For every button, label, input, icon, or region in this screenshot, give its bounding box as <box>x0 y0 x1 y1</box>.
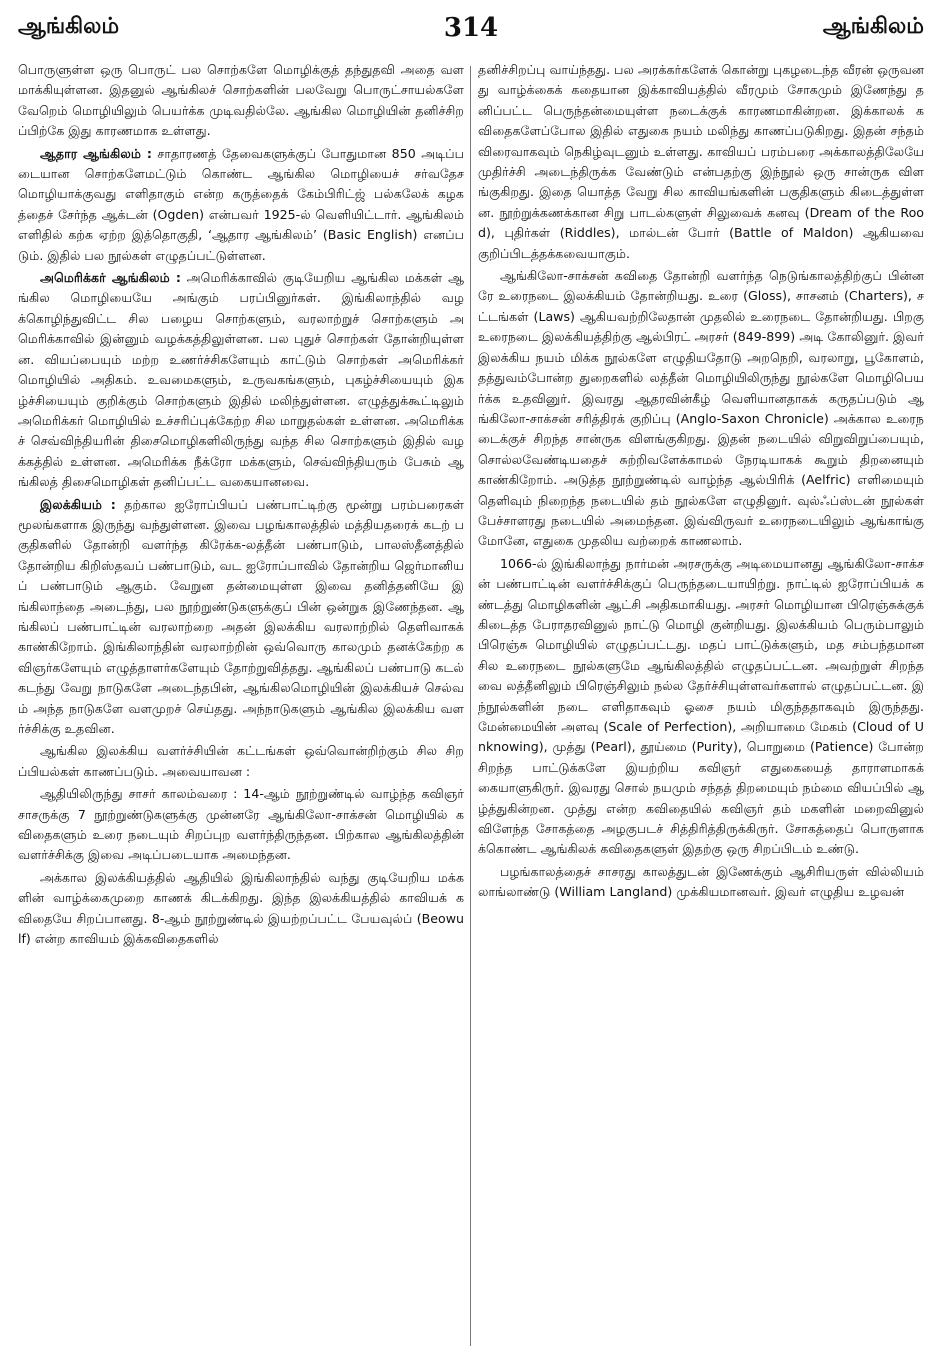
paragraph: பழங்காலத்தைச் சாசரது காலத்துடன் இணேக்கும் ஆசிரியருள் வில்லியம் லாங்லாண்டு (William Langland) முக்கியமானவர். இவர் எழுதிய உழவன் <box>478 863 924 900</box>
paragraph: ஆங்கில இலக்கிய வளர்ச்சியின் கட்டங்கள் ஒவ்வொன்றிற்கும் சில சிறப்பியல்கள் காணப்படும். அவையாவன : <box>18 743 464 779</box>
section-heading: ஆதார ஆங்கிலம் : <box>40 145 152 161</box>
paragraph: 1066-ல் இங்கிலாந்து நார்மன் அரசருக்கு அடிமையானது ஆங்கிலோ-சாக்சன் பண்பாட்டின் வளர்ச்சிக்குப் பெருந்தடையாயிற்று. நாட்டில் ஐரோப்பியக் கண்டத்து மொழிகளின் ஆட்சி அதிகமாகியது. அரசர் மொழியான பிரெஞ்சுக்குக் கிடைத்த பேராதரவினுல் நாட்டு மொழி குன்றியது. இலக்கியம் பெரும்பாலும் பிரெஞ்சு மொழியில் எழுதப்பட்டது. மதப் பாட்டுக்களும், மத சம்பந்தமான சில உரைநடை நூல்களுமே ஆங்கிலத்தில் எழுதப்பட்டன. அவற்றுள் சிறந்தவை லத்தீனிலும் பிரெஞ்சிலும் நல்ல தேர்ச்சியுள்ளவர்களால் எழுதப்பட்டன. இந்நூல்களின் நடை எளிதாகவும் ஓசை நயம் மிகுந்ததாகவும் இருந்தது. மேன்மையின் அளவு (Scale of Perfection), அறியாமை மேகம் (Cloud of Unknowing), முத்து (Pearl), தூய்மை (Purity), பொறுமை (Patience) போன்ற சிறந்த பாட்டுக்களே இயற்றிய கவிஞர் எதுகையைத் தாராளமாகக் கையாளுகிருர். இவரது சொல் நயமும் சந்தத் திறமையும் நம்மை வியப்பில் ஆழ்த்துகின்றன. முத்து என்ற கவிதையில் கவிஞர் தம் மகளின் மறைவினுல் விளேந்த சோகத்தை அழகுபடச் சித்திரித்திருக்கிருர். சோகத்தைப் பொருளாகக்கொண்ட ஆங்கிலக் கவிதைகளுள் இதற்கு ஒரு சிறப்பிடம் உண்டு. <box>478 555 924 857</box>
page-number: 314 <box>443 13 499 43</box>
right-column <box>478 60 924 1350</box>
paragraph: அமெரிக்கர் ஆங்கிலம் : அமெரிக்காவில் குடியேறிய ஆங்கில மக்கள் ஆங்கில மொழியையே அங்கும் பரப்பினுர்கள். இங்கிலாந்தில் வழக்கொழிந்துவிட்ட சில பழைய சொற்களும், வரலாற்றுச் சொற்களும் அமெரிக்காவில் இன்னும் வழக்கத்திலுள்ளன. பல புதுச் சொற்கள் தோன்றியுள்ளன. வியப்பையும் மற்ற உணர்ச்சிகளேயும் காட்டும் சொற்கள் அமெரிக்கர் மொழியில் அதிகம். உவமைகளும், உருவகங்களும், புகழ்ச்சியையும் இகழ்ச்சியையும் குறிக்கும் சொற்களும் இதில் மலிந்துள்ளன. எழுத்துக்கூட்டிலும் அமெரிக்கர் மொழியில் உச்சரிப்புக்கேற்ற சில மாறுதல்கள் உள்ளன. அமெரிக்கச் செவ்விந்தியரின் திசைமொழிகளிலிருந்து வந்த சில சொற்களும் இதில் வழக்கத்தில் உள்ளன. அமெரிக்க நீக்ரோ மக்களும், செவ்விந்தியரும் பேசும் ஆங்கிலத் திசைமொழிகள் தனிப்பட்ட வகையானவை. <box>18 270 464 490</box>
running-head-left: ஆங்கிலம் <box>18 14 120 39</box>
paragraph: அக்கால இலக்கியத்தில் ஆதியில் இங்கிலாந்தில் வந்து குடியேறிய மக்களின் வாழ்க்கைமுறை காணக் கிடக்கிறது. இந்த இலக்கியத்தில் காவியக் கவிதையே சிறப்பானது. 8-ஆம் நூற்றுண்டில் இயற்றப்பட்ட பேயவுல்ப் (Beowulf) என்ற காவியம் இக்கவிதைகளில் <box>18 869 464 947</box>
left-column <box>18 60 464 1350</box>
section-heading: இலக்கியம் : <box>40 496 116 512</box>
paragraph: ஆங்கிலோ-சாக்சன் கவிதை தோன்றி வளர்ந்த நெடுங்காலத்திற்குப் பின்னரே உரைநடை இலக்கியம் தோன்றியது. உரை (Gloss), சாசனம் (Charters), சட்டங்கள் (Laws) ஆகியவற்றிலேதான் முதலில் உரைநடை தோன்றியது. பிறகு உரைநடை இலக்கியத்திற்கு ஆல்பிரட் அரசர் (849-899) அடி கோலினுர். இவர் இலக்கிய நயம் மிக்க நூல்களே எழுதியதோடு அறநெறி, வரலாறு, பூகோளம், தத்துவம்போன்ற துறைகளில் லத்தீன் மொழியிலிருந்து நூல்களே மொழிபெயர்க்க உதவினுர். இவரது ஆதரவின்கீழ் வெளியானதாகக் கருதப்படும் ஆங்கிலோ-சாக்சன் சரித்திரக் குறிப்பு (Anglo-Saxon Chronicle) அக்கால உரைநடைக்குச் சிறந்த சான்ருக விளங்குகிறது. இதன் நடையில் விறுவிறுப்பையும், சொல்லவேண்டியதைச் சுற்றிவளேக்காமல் நேரடியாகக் கூறும் திறனையும் காண்கிறோம். அடுத்த நூற்றுண்டில் வாழ்ந்த ஆல்பிரிக் (Aelfric) எளிமையும் தெளிவும் நிறைந்த நடையில் தம் நூல்களே எழுதினுர். வுல்ஃப்ஸ்டன் நூல்கள் பேச்சாளரது நடையில் அமைந்தன. இவ்விருவர் உரைநடையிலும் ஆங்காங்கு மோனே, எதுகை முதலிய வற்றைக் காணலாம். <box>478 268 924 549</box>
page-header <box>18 6 924 50</box>
two-column-body <box>18 60 924 1350</box>
section-heading: அமெரிக்கர் ஆங்கிலம் : <box>40 270 181 286</box>
running-head-right: ஆங்கிலம் <box>822 14 924 39</box>
paragraph: ஆதியிலிருந்து சாசர் காலம்வரை : 14-ஆம் நூற்றுண்டில் வாழ்ந்த கவிஞர் சாசருக்கு 7 நூற்றுண்டுகளுக்கு முன்னரே ஆங்கிலோ-சாக்சன் மொழியில் கவிதைகளும் உரை நடையும் சிறப்புற வளர்ந்திருந்தன. பிற்கால ஆங்கிலத்தின் வளர்ச்சிக்கு இவை அடிப்படையாக அமைந்தன. <box>18 786 464 863</box>
paragraph: ஆதார ஆங்கிலம் : சாதாரணத் தேவைகளுக்குப் போதுமான 850 அடிப்படையான சொற்களேமட்டும் கொண்ட ஆங்கில மொழியைச் சர்வதேச மொழியாக்குவது எளிதாகும் என்ற கருத்தைக் கேம்பிரிட்ஜ் பல்கலேக் கழகத்தைச் சேர்ந்த ஆக்டன் (Ogden) என்பவர் 1925-ல் வெளியிட்டார். ஆங்கிலம் எளிதில் கற்க ஏற்ற இத்தொகுதி, ‘ஆதார ஆங்கிலம்’ (Basic English) எனப்படும். இதில் பல நூல்கள் எழுதப்பட்டுள்ளன. <box>18 145 464 263</box>
paragraph: தனிச்சிறப்பு வாய்ந்தது. பல அரக்கர்களேக் கொன்று புகழடைந்த வீரன் ஒருவனது வாழ்க்கைக் கதையான இக்காவியத்தில் வீரமும் சோகமும் இணேந்து தனிப்பட்ட பெருந்தன்மையுள்ள நடைக்குக் காரணமாகின்றன. இக்காலக் கவிதைகளேப்போல இதில் எதுகை நயம் மலிந்து காணப்படுகிறது. இதன் சந்தம் விரைவாகவும் நெகிழ்வுடனும் உள்ளது. காவியப் பரம்பரை அக்காலத்திலேயே முதிர்ச்சி அடைந்திருக்க வேண்டும் என்பதற்கு இந்நூல் ஒரு சான்ருக விளங்குகிறது. இதை யொத்த வேறு சில காவியங்களின் பகுதிகளும் கிடைத்துள்ளன. நூற்றுக்கணக்கான சிறு பாடல்களுள் சிலுவைக் கனவு (Dream of the Rood), புதிர்கள் (Riddles), மால்டன் போர் (Battle of Maldon) ஆகியவை குறிப்பிடத்தக்கவையாகும். <box>478 62 924 261</box>
paragraph: இலக்கியம் : தற்கால ஐரோப்பியப் பண்பாட்டிற்கு மூன்று பரம்பரைகள் மூலங்களாக இருந்து வந்துள்ளன. இவை பழங்காலத்தில் மத்தியதரைக் கடற் பகுதிகளில் தோன்றி வளர்ந்த கிரேக்க-லத்தீன் பண்பாடும், பாலஸ்தீனத்தில் தோன்றிய கிறிஸ்தவப் பண்பாடும், வட ஐரோப்பாவில் தோன்றிய ஜெர்மானியப் பண்பாடும் ஆகும். வேறுன தன்மையுள்ள இவை தனித்தனியே இங்கிலாந்தை அடைந்து, பல நூற்றுண்டுகளுக்குப் பின் ஒன்றுக இணேந்தன. ஆங்கிலப் பண்பாட்டின் வரலாற்றை அதன் இலக்கிய வரலாற்றில் தெளிவாகக் காண்கிறோம். இங்கிலாந்தின் வரலாற்றின் ஒவ்வொரு காலமும் தனக்கேற்ற கவிஞர்களேயும் எழுத்தாளர்களேயும் தோற்றுவித்தது. ஆங்கிலப் பண்பாடு கடல் கடந்து வேறு நாடுகளே அடைந்தபின், ஆங்கிலமொழியின் இலக்கியச் செல்வம் அந்த நாடுகளே வளமுறச் செய்தது. அந்நாடுகளும் ஆங்கில இலக்கிய வளர்ச்சிக்கு உதவின. <box>18 496 464 736</box>
paragraph: பொருளுள்ள ஒரு பொருட் பல சொற்களே மொழிக்குத் தந்துதவி அதை வளமாக்கியுள்ளன. இதனுல் ஆங்கிலச் சொற்களின் பலவேறு பொருட்சாயல்களே வேறெம் மொழியிலும் பெயர்க்க முடிவதில்லே. ஆங்கில மொழியின் தனிச்சிறப்பிற்கே இது காரணமாக உள்ளது. <box>18 62 464 139</box>
